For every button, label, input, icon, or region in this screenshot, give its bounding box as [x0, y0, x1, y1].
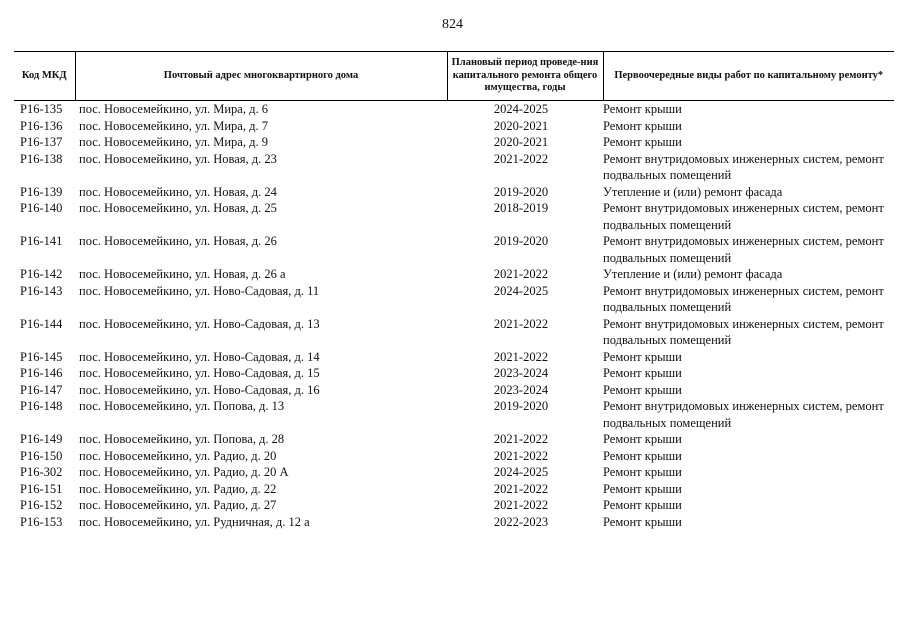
works-type-cell: Ремонт крыши [603, 366, 682, 380]
works-type-cell: Ремонт крыши [603, 498, 682, 512]
header-address: Почтовый адрес многоквартирного дома [75, 52, 447, 101]
repair-period-cell: 2021-2022 [493, 498, 549, 512]
address-cell: пос. Новосемейкино, ул. Радио, д. 20 А [79, 465, 289, 479]
repair-period-cell: 2018-2019 [493, 201, 549, 215]
mkd-code-cell: P16-144 [20, 316, 63, 331]
table-row [14, 481, 894, 498]
address-cell: пос. Новосемейкино, ул. Новая, д. 26 [79, 234, 277, 248]
repair-period-cell: 2021-2022 [493, 316, 549, 331]
repair-period-cell: 2019-2020 [493, 399, 549, 413]
table-row [14, 431, 894, 448]
works-type-cell: Ремонт крыши [603, 465, 682, 479]
repair-period-cell: 2021-2022 [493, 267, 549, 281]
table-row [14, 464, 894, 481]
address-cell: пос. Новосемейкино, ул. Новая, д. 24 [79, 184, 277, 199]
header-works: Первоочередные виды работ по капитальному ремонту* [603, 52, 894, 101]
address-cell: пос. Новосемейкино, ул. Ново-Садовая, д. 16 [79, 382, 320, 397]
repair-period-cell: 2024-2025 [493, 283, 549, 298]
mkd-code-cell: P16-148 [20, 399, 63, 413]
address-cell: пос. Новосемейкино, ул. Ново-Садовая, д. 11 [79, 283, 320, 298]
works-type-cell: Ремонт крыши [603, 102, 682, 116]
mkd-code-cell: P16-147 [20, 382, 63, 397]
works-type-cell: Ремонт крыши [603, 135, 682, 149]
address-cell: пос. Новосемейкино, ул. Ново-Садовая, д. 14 [79, 349, 320, 364]
address-cell: пос. Новосемейкино, ул. Ново-Садовая, д. 15 [79, 366, 320, 380]
table-row [14, 349, 894, 366]
mkd-code-cell: P16-151 [20, 481, 63, 496]
table-row [14, 101, 894, 118]
table-row [14, 184, 894, 201]
address-cell: пос. Новосемейкино, ул. Попова, д. 13 [79, 399, 285, 413]
table-row [14, 118, 894, 135]
repair-period-cell: 2023-2024 [493, 366, 549, 380]
repair-period-cell: 2021-2022 [493, 151, 549, 166]
mkd-code-cell: P16-142 [20, 267, 63, 281]
table-header [14, 52, 894, 101]
table-row [14, 382, 894, 399]
mkd-code-cell: P16-138 [20, 151, 63, 166]
page-number: 824 [442, 17, 463, 32]
works-type-cell: Ремонт внутридомовых инженерных систем, ремонт подвальных помещений [603, 151, 884, 182]
address-cell: пос. Новосемейкино, ул. Радио, д. 27 [79, 498, 277, 512]
repair-period-cell: 2022-2023 [493, 514, 549, 529]
capital-repair-table [14, 51, 894, 530]
table-row [14, 200, 894, 233]
mkd-code-cell: P16-302 [20, 465, 63, 479]
repair-period-cell: 2021-2022 [493, 432, 549, 446]
table-row [14, 514, 894, 531]
table-row [14, 497, 894, 514]
mkd-code-cell: P16-140 [20, 201, 63, 215]
address-cell: пос. Новосемейкино, ул. Радио, д. 22 [79, 481, 277, 496]
works-type-cell: Ремонт крыши [603, 514, 682, 529]
repair-period-cell: 2019-2020 [493, 234, 549, 248]
repair-period-cell: 2019-2020 [493, 184, 549, 199]
address-cell: пос. Новосемейкино, ул. Новая, д. 25 [79, 201, 277, 215]
mkd-code-cell: P16-149 [20, 432, 63, 446]
table-row [14, 233, 894, 266]
works-type-cell: Ремонт крыши [603, 382, 682, 397]
mkd-code-cell: P16-139 [20, 184, 63, 199]
table-row [14, 365, 894, 382]
address-cell: пос. Новосемейкино, ул. Радио, д. 20 [79, 448, 277, 463]
mkd-code-cell: P16-136 [20, 118, 63, 133]
address-cell: пос. Новосемейкино, ул. Мира, д. 6 [79, 102, 268, 116]
mkd-code-cell: P16-145 [20, 349, 63, 364]
mkd-code-cell: P16-153 [20, 514, 63, 529]
mkd-code-cell: P16-150 [20, 448, 63, 463]
repair-period-cell: 2021-2022 [493, 481, 549, 496]
address-cell: пос. Новосемейкино, ул. Новая, д. 26 а [79, 267, 286, 281]
mkd-code-cell: P16-152 [20, 498, 63, 512]
works-type-cell: Ремонт внутридомовых инженерных систем, ремонт подвальных помещений [603, 201, 884, 232]
works-type-cell: Ремонт крыши [603, 118, 682, 133]
repair-period-cell: 2024-2025 [493, 102, 549, 116]
works-type-cell: Утепление и (или) ремонт фасада [603, 184, 783, 199]
table-row [14, 266, 894, 283]
mkd-code-cell: P16-141 [20, 234, 63, 248]
address-cell: пос. Новосемейкино, ул. Ново-Садовая, д. 13 [79, 316, 320, 331]
mkd-code-cell: P16-146 [20, 366, 63, 380]
repair-period-cell: 2020-2021 [493, 118, 549, 133]
works-type-cell: Ремонт крыши [603, 448, 682, 463]
address-cell: пос. Новосемейкино, ул. Новая, д. 23 [79, 151, 277, 166]
works-type-cell: Ремонт внутридомовых инженерных систем, ремонт подвальных помещений [603, 234, 884, 265]
mkd-code-cell: P16-137 [20, 135, 63, 149]
works-type-cell: Ремонт крыши [603, 481, 682, 496]
repair-period-cell: 2021-2022 [493, 448, 549, 463]
header-code: Код МКД [14, 52, 75, 101]
table-row [14, 151, 894, 184]
mkd-code-cell: P16-143 [20, 283, 63, 298]
repair-period-cell: 2021-2022 [493, 349, 549, 364]
works-type-cell: Ремонт внутридомовых инженерных систем, ремонт подвальных помещений [603, 316, 884, 347]
repair-period-cell: 2020-2021 [493, 135, 549, 149]
repair-period-cell: 2023-2024 [493, 382, 549, 397]
works-type-cell: Ремонт крыши [603, 432, 682, 446]
table-body [14, 101, 894, 531]
table-row [14, 283, 894, 316]
header-period: Плановый период проведе-ния капитального ремонта общего имущества, годы [447, 52, 603, 101]
works-type-cell: Ремонт внутридомовых инженерных систем, ремонт подвальных помещений [603, 399, 884, 430]
table-row [14, 448, 894, 465]
repair-period-cell: 2024-2025 [493, 465, 549, 479]
works-type-cell: Ремонт внутридомовых инженерных систем, ремонт подвальных помещений [603, 283, 884, 314]
works-type-cell: Утепление и (или) ремонт фасада [603, 267, 783, 281]
address-cell: пос. Новосемейкино, ул. Мира, д. 7 [79, 118, 268, 133]
address-cell: пос. Новосемейкино, ул. Рудничная, д. 12 а [79, 514, 310, 529]
table-row [14, 316, 894, 349]
table-row [14, 398, 894, 431]
table-row [14, 134, 894, 151]
works-type-cell: Ремонт крыши [603, 349, 682, 364]
address-cell: пос. Новосемейкино, ул. Попова, д. 28 [79, 432, 285, 446]
mkd-code-cell: P16-135 [20, 102, 63, 116]
address-cell: пос. Новосемейкино, ул. Мира, д. 9 [79, 135, 268, 149]
